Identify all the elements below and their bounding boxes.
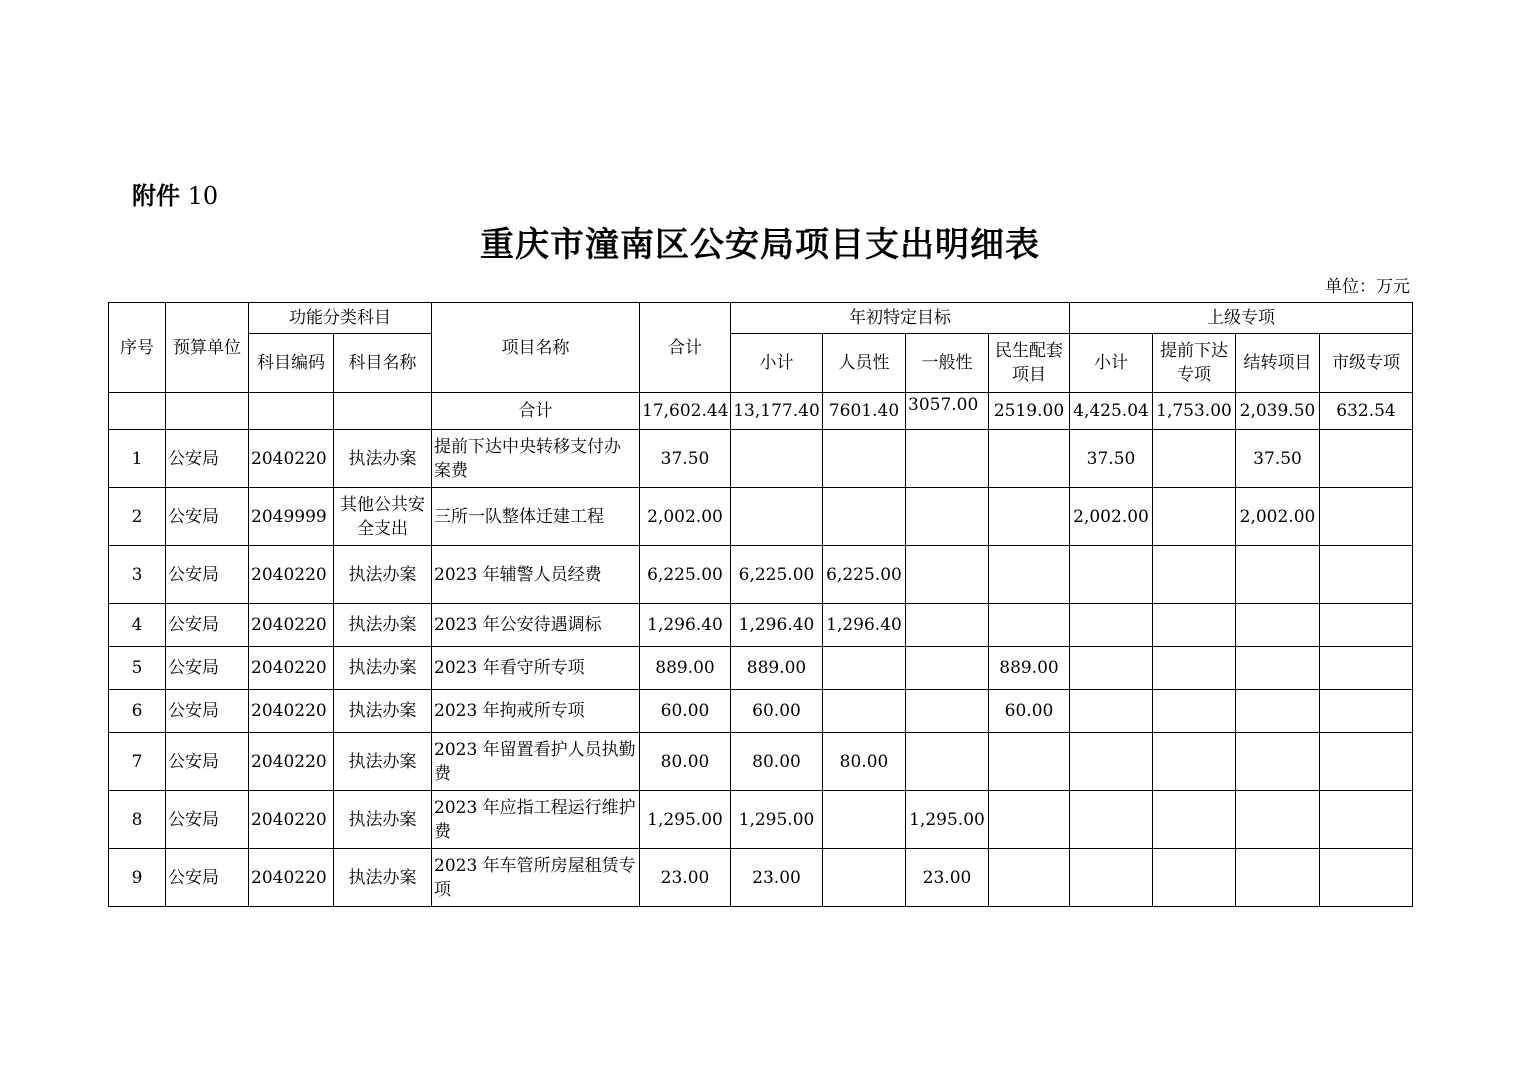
cell-personnel: 80.00 [823,733,906,791]
total-seq [109,393,166,430]
cell-livelihood [989,488,1070,546]
header-seq: 序号 [109,303,166,393]
cell-unit: 公安局 [166,849,249,907]
header-unit: 预算单位 [166,303,249,393]
cell-code: 2040220 [249,546,334,604]
total-general: 3057.00 [906,393,989,430]
cell-upper-subtotal [1070,849,1153,907]
cell-carryover [1236,647,1320,690]
cell-seq: 9 [109,849,166,907]
cell-city [1320,849,1413,907]
cell-city [1320,488,1413,546]
cell-advance [1153,488,1236,546]
cell-city [1320,791,1413,849]
document-title: 重庆市潼南区公安局项目支出明细表 [480,225,1040,265]
cell-carryover [1236,604,1320,647]
cell-unit: 公安局 [166,546,249,604]
cell-subject: 执法办案 [334,791,432,849]
cell-carryover [1236,849,1320,907]
cell-total: 6,225.00 [640,546,731,604]
cell-general [906,430,989,488]
cell-upper-subtotal: 37.50 [1070,430,1153,488]
cell-personnel: 1,296.40 [823,604,906,647]
cell-project: 2023 年公安待遇调标 [432,604,640,647]
cell-carryover: 37.50 [1236,430,1320,488]
cell-seq: 4 [109,604,166,647]
cell-personnel [823,791,906,849]
attachment-prefix: 附件 [132,182,180,210]
cell-livelihood [989,791,1070,849]
header-upper-subtotal: 小计 [1070,334,1153,393]
cell-total: 80.00 [640,733,731,791]
cell-total: 37.50 [640,430,731,488]
attachment-label [132,180,218,212]
cell-code: 2040220 [249,791,334,849]
header-livelihood: 民生配套项目 [989,334,1070,393]
total-carryover: 2,039.50 [1236,393,1320,430]
header-code: 科目编码 [249,334,334,393]
cell-project: 2023 年拘戒所专项 [432,690,640,733]
header-func-group: 功能分类科目 [249,303,432,334]
cell-annual-subtotal: 80.00 [731,733,823,791]
cell-seq: 2 [109,488,166,546]
cell-subject: 执法办案 [334,430,432,488]
header-personnel: 人员性 [823,334,906,393]
cell-general [906,647,989,690]
cell-seq: 1 [109,430,166,488]
total-personnel: 7601.40 [823,393,906,430]
table-row [109,791,1413,849]
cell-upper-subtotal [1070,604,1153,647]
total-city: 632.54 [1320,393,1413,430]
cell-seq: 8 [109,791,166,849]
header-advance: 提前下达专项 [1153,334,1236,393]
table-row [109,690,1413,733]
total-row [109,393,1413,430]
cell-annual-subtotal: 1,296.40 [731,604,823,647]
header-general: 一般性 [906,334,989,393]
table-row [109,604,1413,647]
cell-unit: 公安局 [166,690,249,733]
header-subject: 科目名称 [334,334,432,393]
total-upper-subtotal: 4,425.04 [1070,393,1153,430]
cell-general: 23.00 [906,849,989,907]
cell-advance [1153,690,1236,733]
cell-code: 2040220 [249,430,334,488]
header-row-1 [109,303,1413,334]
cell-personnel [823,430,906,488]
cell-project: 2023 年看守所专项 [432,647,640,690]
cell-total: 1,295.00 [640,791,731,849]
total-annual-subtotal: 13,177.40 [731,393,823,430]
cell-subject: 执法办案 [334,604,432,647]
cell-personnel [823,690,906,733]
header-upper-group: 上级专项 [1070,303,1413,334]
expenditure-table [108,302,1413,907]
cell-carryover [1236,733,1320,791]
cell-advance [1153,430,1236,488]
cell-total: 60.00 [640,690,731,733]
cell-subject: 执法办案 [334,733,432,791]
cell-carryover [1236,546,1320,604]
cell-project: 2023 年辅警人员经费 [432,546,640,604]
cell-seq: 5 [109,647,166,690]
cell-annual-subtotal: 6,225.00 [731,546,823,604]
cell-total: 889.00 [640,647,731,690]
cell-upper-subtotal [1070,690,1153,733]
cell-general: 1,295.00 [906,791,989,849]
total-label: 合计 [432,393,640,430]
cell-project: 2023 年车管所房屋租赁专项 [432,849,640,907]
cell-seq: 6 [109,690,166,733]
cell-city [1320,690,1413,733]
total-code [249,393,334,430]
total-subject [334,393,432,430]
cell-code: 2040220 [249,690,334,733]
cell-city [1320,546,1413,604]
cell-subject: 其他公共安全支出 [334,488,432,546]
cell-upper-subtotal [1070,647,1153,690]
table-row [109,488,1413,546]
cell-project: 提前下达中央转移支付办案费 [432,430,640,488]
total-livelihood: 2519.00 [989,393,1070,430]
cell-general [906,604,989,647]
header-annual-subtotal: 小计 [731,334,823,393]
cell-code: 2040220 [249,647,334,690]
cell-livelihood [989,733,1070,791]
cell-livelihood [989,546,1070,604]
cell-upper-subtotal [1070,546,1153,604]
cell-unit: 公安局 [166,791,249,849]
cell-carryover: 2,002.00 [1236,488,1320,546]
cell-annual-subtotal: 889.00 [731,647,823,690]
cell-livelihood [989,849,1070,907]
cell-code: 2049999 [249,488,334,546]
cell-subject: 执法办案 [334,690,432,733]
table-row [109,546,1413,604]
cell-city [1320,430,1413,488]
cell-unit: 公安局 [166,430,249,488]
cell-advance [1153,791,1236,849]
header-project: 项目名称 [432,303,640,393]
cell-carryover [1236,791,1320,849]
cell-personnel [823,849,906,907]
cell-total: 1,296.40 [640,604,731,647]
cell-seq: 3 [109,546,166,604]
cell-livelihood [989,604,1070,647]
cell-subject: 执法办案 [334,546,432,604]
cell-unit: 公安局 [166,647,249,690]
cell-annual-subtotal [731,430,823,488]
cell-city [1320,604,1413,647]
cell-livelihood: 60.00 [989,690,1070,733]
cell-code: 2040220 [249,604,334,647]
cell-carryover [1236,690,1320,733]
cell-total: 2,002.00 [640,488,731,546]
cell-livelihood [989,430,1070,488]
cell-general [906,690,989,733]
table-row [109,849,1413,907]
cell-subject: 执法办案 [334,647,432,690]
cell-annual-subtotal: 1,295.00 [731,791,823,849]
total-advance: 1,753.00 [1153,393,1236,430]
cell-total: 23.00 [640,849,731,907]
attachment-number: 10 [187,182,219,210]
cell-project: 三所一队整体迁建工程 [432,488,640,546]
header-carryover: 结转项目 [1236,334,1320,393]
cell-personnel [823,488,906,546]
cell-advance [1153,849,1236,907]
cell-code: 2040220 [249,849,334,907]
cell-code: 2040220 [249,733,334,791]
cell-upper-subtotal: 2,002.00 [1070,488,1153,546]
header-total: 合计 [640,303,731,393]
total-total: 17,602.44 [640,393,731,430]
cell-annual-subtotal [731,488,823,546]
cell-city [1320,647,1413,690]
cell-advance [1153,733,1236,791]
table-row [109,733,1413,791]
cell-livelihood: 889.00 [989,647,1070,690]
total-unit [166,393,249,430]
cell-advance [1153,604,1236,647]
cell-subject: 执法办案 [334,849,432,907]
header-row-2 [109,334,1413,393]
cell-project: 2023 年留置看护人员执勤费 [432,733,640,791]
cell-general [906,733,989,791]
table-row [109,430,1413,488]
cell-personnel: 6,225.00 [823,546,906,604]
header-city: 市级专项 [1320,334,1413,393]
cell-annual-subtotal: 23.00 [731,849,823,907]
cell-unit: 公安局 [166,604,249,647]
cell-personnel [823,647,906,690]
cell-unit: 公安局 [166,488,249,546]
cell-city [1320,733,1413,791]
cell-unit: 公安局 [166,733,249,791]
cell-annual-subtotal: 60.00 [731,690,823,733]
table-row [109,647,1413,690]
unit-label: 单位：万元 [1325,277,1410,297]
header-annual-group: 年初特定目标 [731,303,1070,334]
cell-upper-subtotal [1070,733,1153,791]
cell-advance [1153,647,1236,690]
cell-project: 2023 年应指工程运行维护费 [432,791,640,849]
cell-upper-subtotal [1070,791,1153,849]
cell-seq: 7 [109,733,166,791]
cell-general [906,546,989,604]
cell-general [906,488,989,546]
cell-advance [1153,546,1236,604]
